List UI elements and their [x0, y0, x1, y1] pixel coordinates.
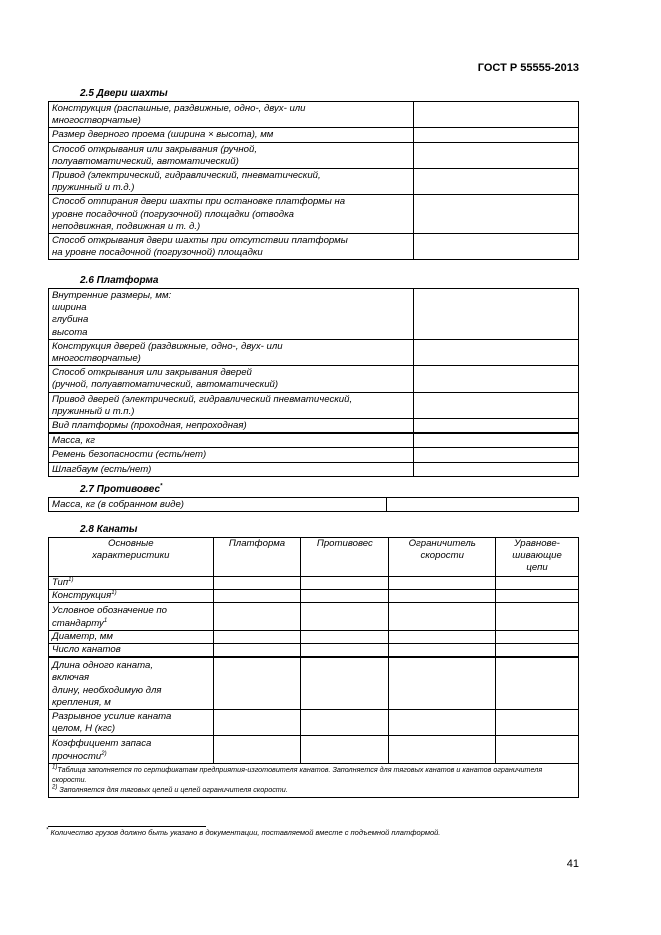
value-cell[interactable]: [414, 419, 579, 434]
section-2-8-title: 2.8 Канаты: [80, 524, 138, 535]
row-label: Способ открывания или закрывания дверей (ручной, полуавтоматический, автоматический): [49, 366, 414, 392]
value-cell[interactable]: [414, 462, 579, 476]
row-label: Конструкция дверей (раздвижные, одно-, двух- или многостворчатые): [49, 339, 414, 365]
table-row: [49, 590, 579, 603]
value-cell[interactable]: [496, 603, 579, 630]
table-row: [49, 392, 579, 418]
row-label: Привод (электрический, гидравлический, пневматический, пружинный и т.д.): [49, 169, 414, 195]
table-row: [49, 339, 579, 365]
table-2-6: [48, 288, 579, 477]
row-label: Конструкция (распашные, раздвижные, одно-, двух- или многостворчатые): [49, 102, 414, 128]
table-2-7: [48, 497, 579, 512]
header-counterweight: Противовес: [301, 538, 389, 577]
row-label: Размер дверного проема (ширина × высота), мм: [49, 128, 414, 142]
value-cell[interactable]: [301, 590, 389, 603]
section-2-6-title: 2.6 Платформа: [80, 275, 159, 286]
value-cell[interactable]: [213, 630, 301, 643]
value-cell[interactable]: [496, 710, 579, 736]
value-cell[interactable]: [414, 234, 579, 260]
value-cell[interactable]: [496, 736, 579, 763]
value-cell[interactable]: [213, 590, 301, 603]
table-2-5: [48, 101, 579, 260]
table-note-1: $^{1)}$Таблица заполняется по сертификатам предприятия-изготовителя канатов. Заполняется для тяговых канатов и канатов ограничителя скорости.: [52, 764, 543, 784]
value-cell[interactable]: [301, 644, 389, 658]
header-characteristics: Основные характеристики: [49, 538, 214, 577]
value-cell[interactable]: [387, 498, 579, 512]
value-cell[interactable]: [389, 736, 496, 763]
table-row: [49, 462, 579, 476]
row-label: Привод дверей (электрический, гидравлический пневматический, пружинный и т.п.): [49, 392, 414, 418]
table-row: [49, 448, 579, 462]
value-cell[interactable]: [414, 339, 579, 365]
header-speed-limiter: Ограничитель скорости: [389, 538, 496, 577]
table-row: [49, 195, 579, 234]
table-row: [49, 710, 579, 736]
value-cell[interactable]: [414, 366, 579, 392]
table-notes: [49, 763, 579, 797]
table-note-2: $^{2)}$ Заполняется для тяговых цепей и цепей ограничителя скорости.: [52, 784, 288, 794]
value-cell[interactable]: [301, 736, 389, 763]
table-row: [49, 577, 579, 590]
table-row: [49, 657, 579, 709]
table-row: [49, 289, 579, 340]
row-label: Условное обозначение по стандарту$^1$: [49, 603, 214, 630]
value-cell[interactable]: [389, 590, 496, 603]
table-row: [49, 102, 579, 128]
value-cell[interactable]: [414, 102, 579, 128]
value-cell[interactable]: [213, 577, 301, 590]
value-cell[interactable]: [496, 630, 579, 643]
footnote: * Количество грузов должно быть указано в документации, поставляемой вместе с подъемной платформой.: [46, 827, 441, 837]
row-label: Диаметр, мм: [49, 630, 214, 643]
document-code: ГОСТ Р 55555-2013: [477, 62, 579, 74]
value-cell[interactable]: [414, 448, 579, 462]
value-cell[interactable]: [496, 577, 579, 590]
value-cell[interactable]: [213, 603, 301, 630]
table-row: [49, 128, 579, 142]
value-cell[interactable]: [301, 603, 389, 630]
value-cell[interactable]: [496, 644, 579, 658]
value-cell[interactable]: [414, 433, 579, 448]
header-platform: Платформа: [213, 538, 301, 577]
table-row: [49, 234, 579, 260]
value-cell[interactable]: [414, 195, 579, 234]
value-cell[interactable]: [301, 577, 389, 590]
table-row: [49, 644, 579, 658]
page-number: 41: [566, 858, 579, 870]
row-label: Ремень безопасности (есть/нет): [49, 448, 414, 462]
section-2-7-title: 2.7 Противовес*: [80, 483, 163, 495]
table-row: [49, 630, 579, 643]
value-cell[interactable]: [301, 710, 389, 736]
value-cell[interactable]: [301, 657, 389, 709]
row-label: Коэффициент запаса прочности$^{2)}$: [49, 736, 214, 763]
row-label: Внутренние размеры, мм: ширина глубина высота: [49, 289, 414, 340]
value-cell[interactable]: [389, 644, 496, 658]
row-label: Конструкция$^{1)}$: [49, 590, 214, 603]
row-label: Вид платформы (проходная, непроходная): [49, 419, 414, 434]
row-label: Шлагбаум (есть/нет): [49, 462, 414, 476]
section-2-5-title: 2.5 Двери шахты: [80, 88, 168, 99]
row-label: Число канатов: [49, 644, 214, 658]
table-row: [49, 169, 579, 195]
table-row: [49, 603, 579, 630]
value-cell[interactable]: [414, 128, 579, 142]
header-compensating-chains: Уравнове- шивающие цепи: [496, 538, 579, 577]
value-cell[interactable]: [414, 289, 579, 340]
row-label: Способ открывания или закрывания (ручной, полуавтоматический, автоматический): [49, 142, 414, 168]
footnote-mark: *: [160, 483, 163, 490]
value-cell[interactable]: [213, 644, 301, 658]
row-label: Способ открывания двери шахты при отсутствии платформы на уровне посадочной (погрузочной) площадки: [49, 234, 414, 260]
table-row: [49, 366, 579, 392]
row-label: Масса, кг (в собранном виде): [49, 498, 387, 512]
value-cell[interactable]: [213, 657, 301, 709]
row-label: Длина одного каната, включая длину, необходимую для крепления, м: [49, 657, 214, 709]
table-header-row: [49, 538, 579, 577]
value-cell[interactable]: [414, 142, 579, 168]
table-row: [49, 142, 579, 168]
row-label: Разрывное усилие каната целом, Н (кгс): [49, 710, 214, 736]
table-row: [49, 433, 579, 448]
value-cell[interactable]: [414, 392, 579, 418]
value-cell[interactable]: [414, 169, 579, 195]
table-2-8: [48, 537, 579, 798]
value-cell[interactable]: [301, 630, 389, 643]
value-cell[interactable]: [213, 710, 301, 736]
value-cell[interactable]: [213, 736, 301, 763]
row-label: Тип$^{1)}$: [49, 577, 214, 590]
value-cell[interactable]: [389, 630, 496, 643]
table-row: [49, 419, 579, 434]
table-notes-row: [49, 763, 579, 797]
value-cell[interactable]: [389, 577, 496, 590]
value-cell[interactable]: [389, 657, 496, 709]
row-label: Масса, кг: [49, 433, 414, 448]
table-row: [49, 498, 579, 512]
footnote-divider: [48, 826, 206, 827]
row-label: Способ отпирания двери шахты при остановке платформы на уровне посадочной (погрузочной) площадки (отводка неподвижная, подвижная и т. д.): [49, 195, 414, 234]
value-cell[interactable]: [389, 603, 496, 630]
value-cell[interactable]: [496, 590, 579, 603]
value-cell[interactable]: [389, 710, 496, 736]
value-cell[interactable]: [496, 657, 579, 709]
table-row: [49, 736, 579, 763]
